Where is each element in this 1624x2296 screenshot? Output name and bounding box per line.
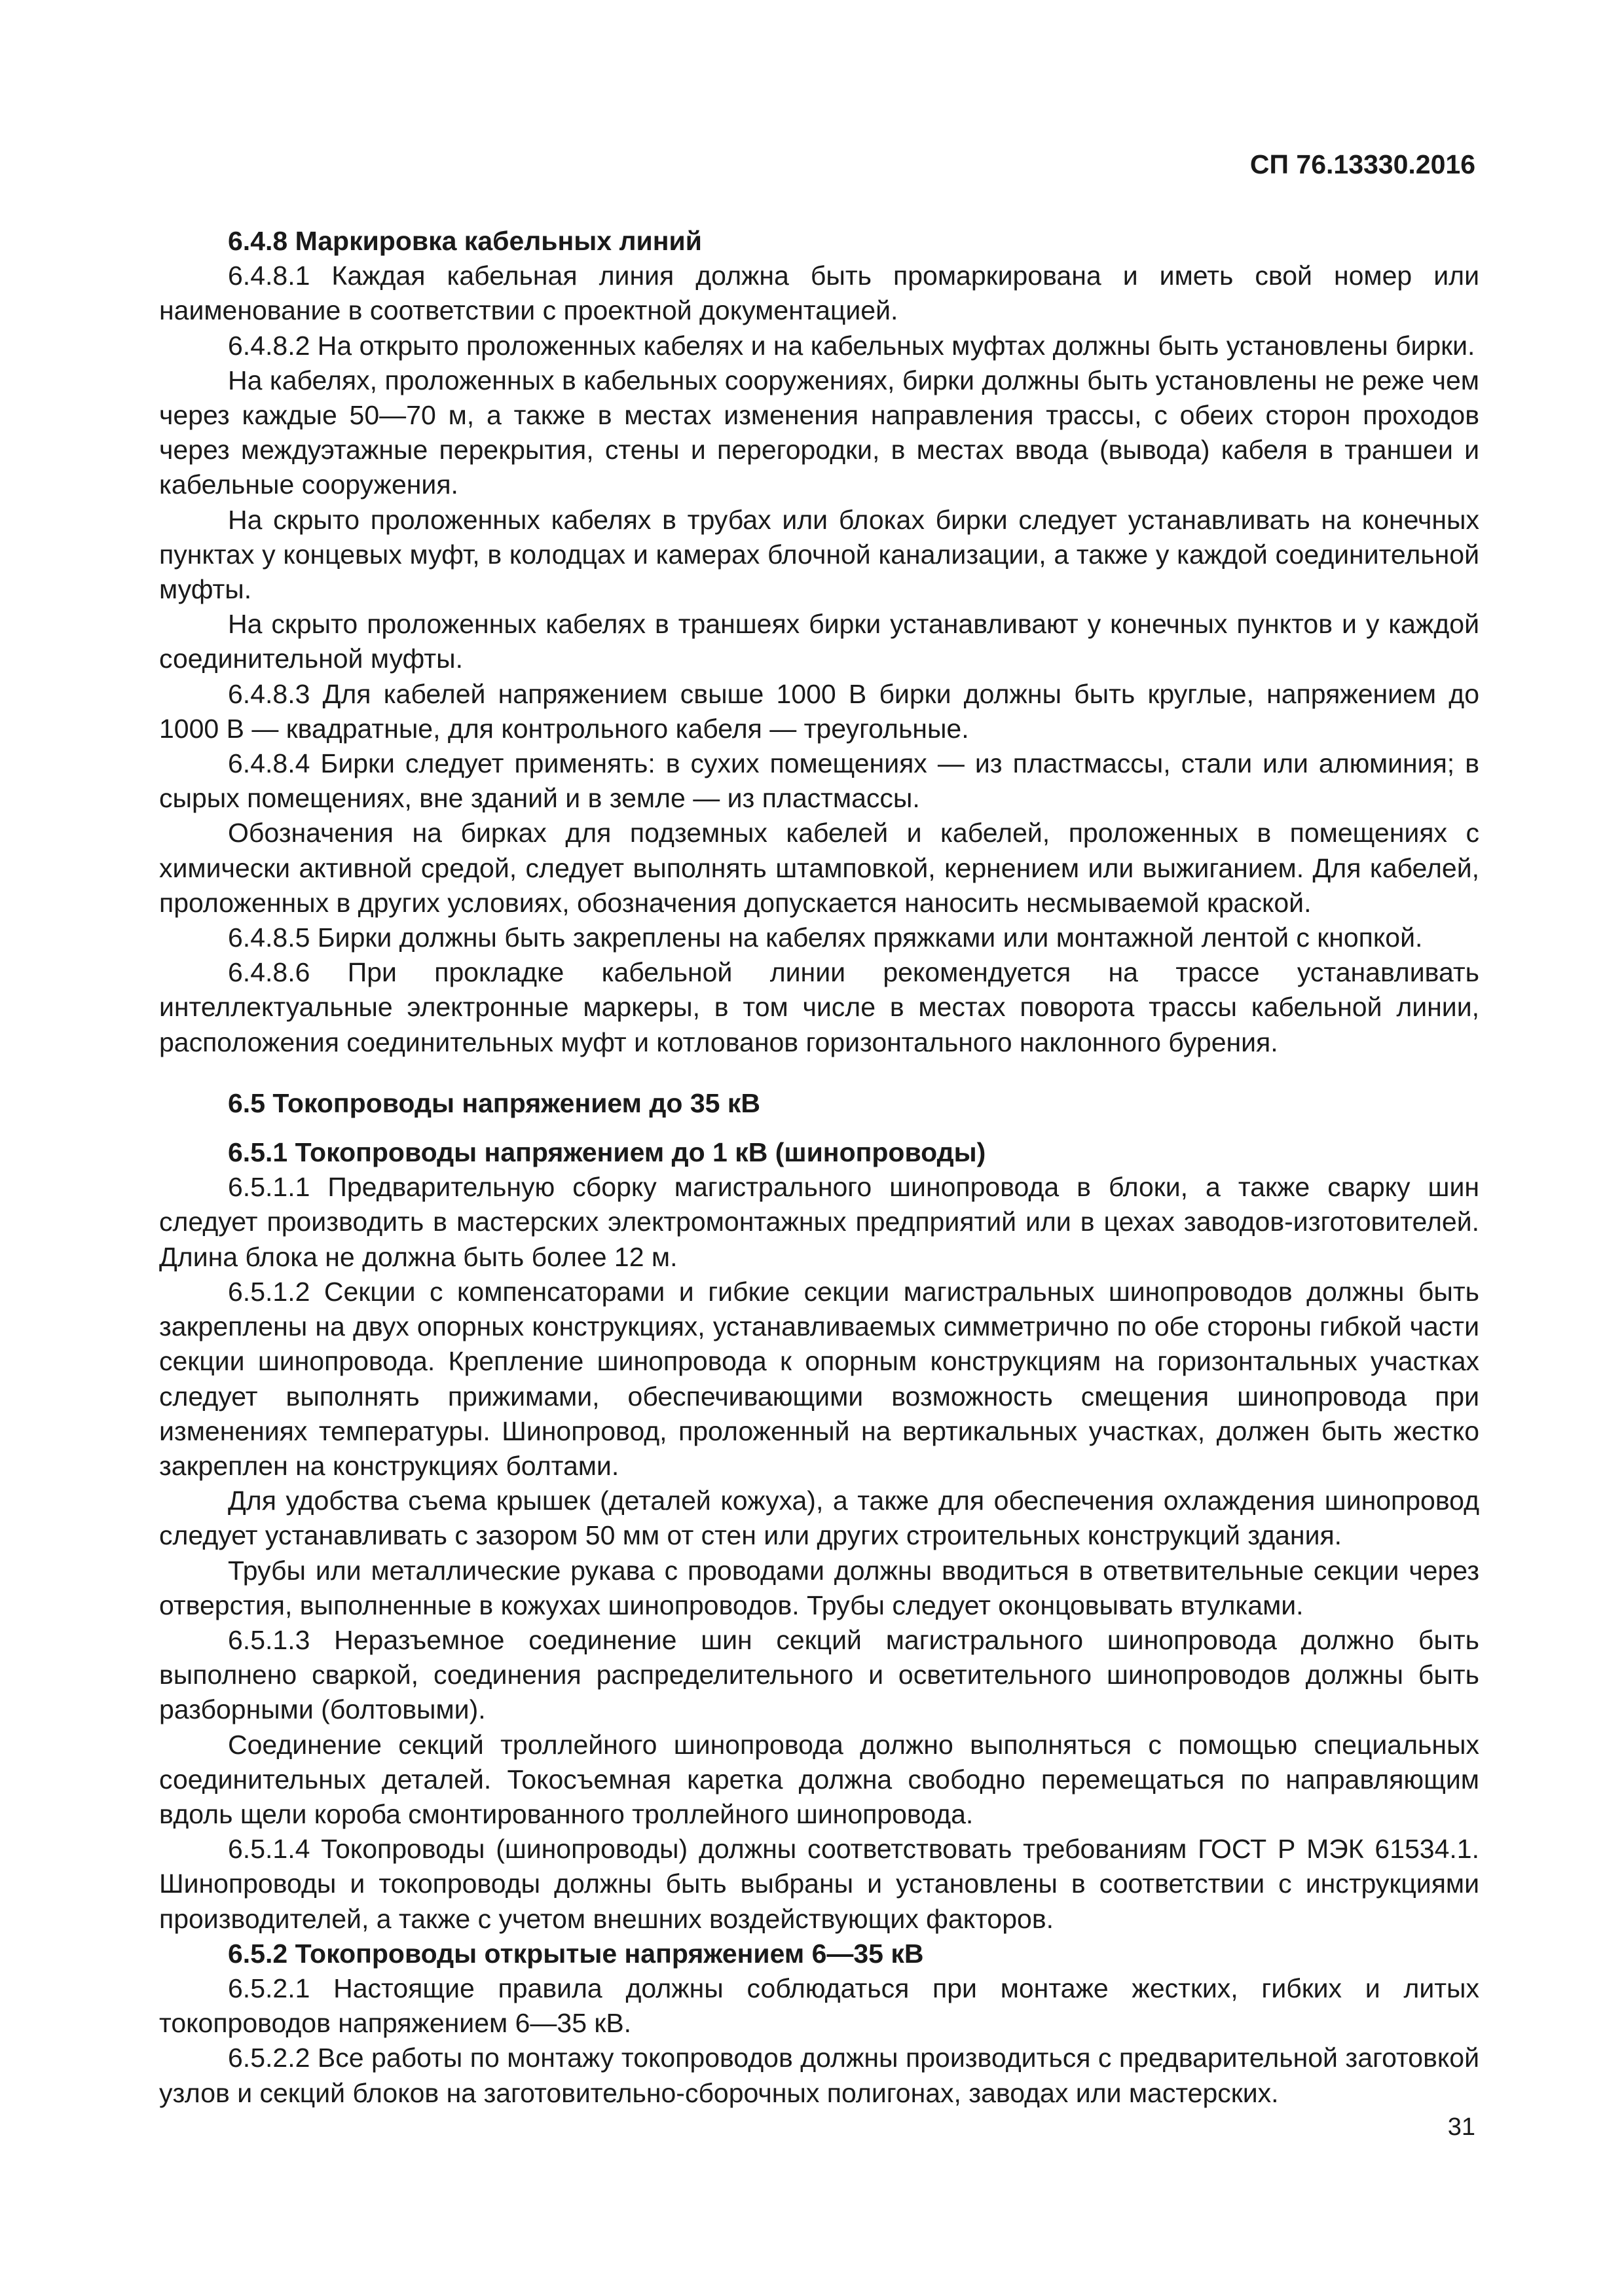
paragraph: 6.5.2.2 Все работы по монтажу токопроводов должны производиться с предварительной заготовкой узлов и секций блоков на заготовительно-сборочных полигонах, заводах или мастерских. <box>159 2043 1479 2108</box>
section-heading-6-5-2: 6.5.2 Токопроводы открытые напряжением 6—35 кВ <box>228 1938 924 1969</box>
paragraph: 6.4.8.5 Бирки должны быть закреплены на кабелях пряжками или монтажной лентой с кнопкой. <box>228 922 1423 953</box>
paragraph: Соединение секций троллейного шинопровода должно выполняться с помощью специальных соединительных деталей. Токосъемная каретка должна свободно перемещаться по направляющим вдоль щели короба смонтированного троллейного шинопровода. <box>159 1729 1479 1829</box>
page-body <box>159 224 1479 2111</box>
paragraph: 6.4.8.6 При прокладке кабельной линии рекомендуется на трассе устанавливать интеллектуальные электронные маркеры, в том числе в местах поворота трассы кабельной линии, расположения соединительных муфт и котлованов горизонтального наклонного бурения. <box>159 957 1479 1057</box>
section-heading-6-5: 6.5 Токопроводы напряжением до 35 кВ <box>228 1087 760 1118</box>
paragraph: 6.4.8.2 На открыто проложенных кабелях и на кабельных муфтах должны быть установлены бирки. <box>228 330 1475 361</box>
paragraph: 6.5.1.4 Токопроводы (шинопроводы) должны соответствовать требованиям ГОСТ Р МЭК 61534.1. Шинопроводы и токопроводы должны быть выбраны и установлены в соответствии с инструкциями производителей, а также с учетом внешних воздействующих факторов. <box>159 1834 1479 1934</box>
paragraph: 6.4.8.4 Бирки следует применять: в сухих помещениях — из пластмассы, стали или алюминия; в сырых помещениях, вне зданий и в земле — из пластмассы. <box>159 748 1479 814</box>
paragraph: На кабелях, проложенных в кабельных сооружениях, бирки должны быть установлены не реже чем через каждые 50—70 м, а также в местах изменения направления трассы, с обеих сторон проходов через междуэтажные перекрытия, стены и перегородки, в местах ввода (вывода) кабеля в траншеи и кабельные сооружения. <box>159 365 1479 500</box>
paragraph: 6.5.1.1 Предварительную сборку магистрального шинопровода в блоки, а также сварку шин следует производить в мастерских электромонтажных предприятий или в цехах заводов-изготовителей. Длина блока не должна быть более 12 м. <box>159 1172 1479 1272</box>
paragraph: 6.5.1.2 Секции с компенсаторами и гибкие секции магистральных шинопроводов должны быть закреплены на двух опорных конструкциях, устанавливаемых симметрично по обе стороны гибкой части секции шинопровода. Крепление шинопровода к опорным конструкциям на горизонтальных участках следует выполнять прижимами, обеспечивающими возможность смещения шинопровода при изменениях температуры. Шинопровод, проложенный на вертикальных участках, должен быть жестко закреплен на конструкциях болтами. <box>159 1276 1479 1481</box>
page-number: 31 <box>1447 2113 1475 2141</box>
paragraph: 6.4.8.3 Для кабелей напряжением свыше 1000 В бирки должны быть круглые, напряжением до 1000 В — квадратные, для контрольного кабеля — треугольные. <box>159 678 1479 744</box>
paragraph: На скрыто проложенных кабелях в трубах или блоках бирки следует устанавливать на конечных пунктах у концевых муфт, в колодцах и камерах блочной канализации, а также у каждой соединительной муфты. <box>159 504 1479 605</box>
section-heading-6-4-8: 6.4.8 Маркировка кабельных линий <box>228 226 702 256</box>
paragraph: Трубы или металлические рукава с проводами должны вводиться в ответвительные секции через отверстия, выполненные в кожухах шинопроводов. Трубы следует оконцовывать втулками. <box>159 1555 1479 1620</box>
paragraph: 6.5.1.3 Неразъемное соединение шин секций магистрального шинопровода должно быть выполнено сваркой, соединения распределительного и осветительного шинопроводов должны быть разборными (болтовыми). <box>159 1624 1479 1725</box>
paragraph: 6.4.8.1 Каждая кабельная линия должна быть промаркирована и иметь свой номер или наименование в соответствии с проектной документацией. <box>159 261 1479 326</box>
document-code: СП 76.13330.2016 <box>1249 149 1475 179</box>
paragraph: На скрыто проложенных кабелях в траншеях бирки устанавливают у конечных пунктов и у каждой соединительной муфты. <box>159 609 1479 674</box>
paragraph: Для удобства съема крышек (деталей кожуха), а также для обеспечения охлаждения шинопровод следует устанавливать с зазором 50 мм от стен или других строительных конструкций здания. <box>159 1485 1479 1551</box>
section-heading-6-5-1: 6.5.1 Токопроводы напряжением до 1 кВ (шинопроводы) <box>228 1137 986 1168</box>
paragraph: Обозначения на бирках для подземных кабелей и кабелей, проложенных в помещениях с химически активной средой, следует выполнять штамповкой, кернением или выжиганием. Для кабелей, проложенных в других условиях, обозначения допускается наносить несмываемой краской. <box>159 818 1479 918</box>
paragraph: 6.5.2.1 Настоящие правила должны соблюдаться при монтаже жестких, гибких и литых токопроводов напряжением 6—35 кВ. <box>159 1973 1479 2039</box>
